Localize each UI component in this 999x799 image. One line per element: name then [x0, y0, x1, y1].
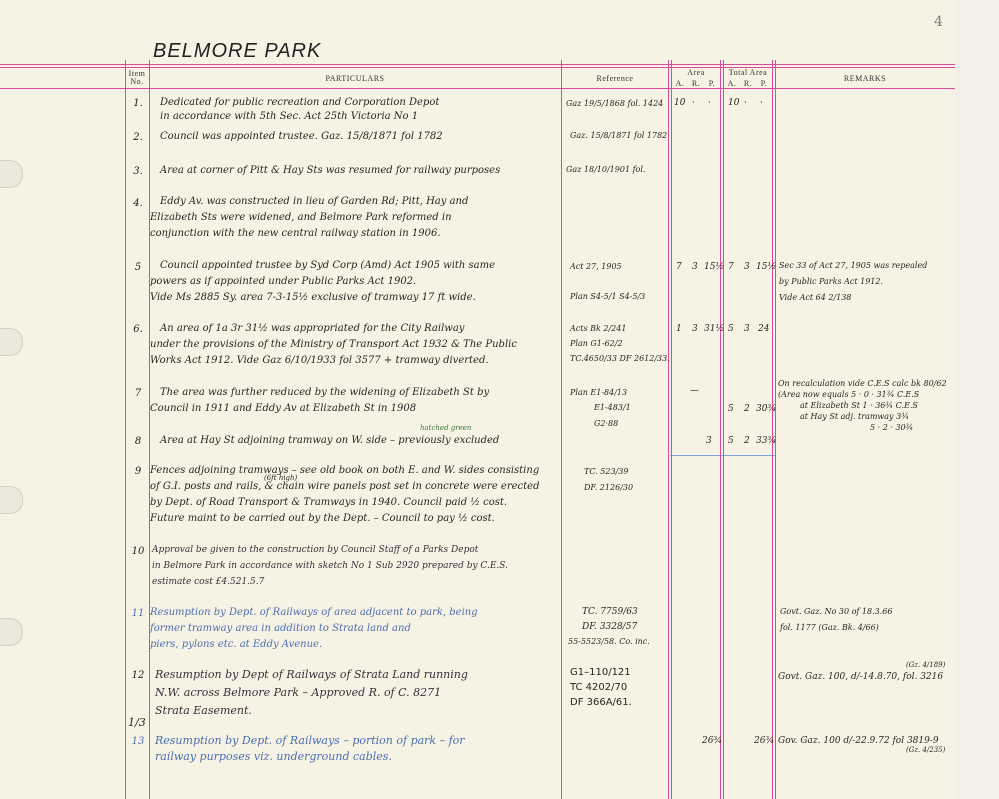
- remarks-line: at Hay St adj. tramway 3¾: [800, 412, 909, 421]
- particulars-line: Dedicated for public recreation and Corporation Depot: [160, 97, 440, 108]
- page-edge: [955, 0, 999, 799]
- total-acres: 5: [728, 404, 734, 414]
- particulars-line: An area of 1a 3r 31½ was appropriated for the City Railway: [160, 323, 465, 334]
- particulars-line: in accordance with 5th Sec. Act 25th Victoria No 1: [160, 111, 419, 122]
- remarks-line: (Gz. 4/189): [906, 661, 946, 669]
- particulars-line: Resumption by Dept of Railways of Strata Land running: [155, 668, 468, 681]
- header-rule-top: [0, 64, 955, 65]
- reference-line: Act 27, 1905: [570, 262, 622, 271]
- reference-line: Plan G1-62/2: [570, 339, 623, 348]
- particulars-line: railway purposes viz. underground cables.: [155, 750, 392, 763]
- header-total-perches: P.: [760, 79, 768, 88]
- reference-line: E1-483/1: [594, 403, 631, 412]
- reference-line: DF 366A/61.: [570, 697, 632, 708]
- remarks-line: Gov. Gaz. 100 d/-22.9.72 fol 3819-9: [778, 736, 939, 746]
- area-acres: —: [690, 386, 699, 396]
- header-perches: P.: [708, 79, 716, 88]
- particulars-line: Eddy Av. was constructed in lieu of Garden Rd; Pitt, Hay and: [160, 196, 469, 207]
- reference-line: TC.4650/33 DF 2612/33.: [570, 354, 670, 363]
- particulars-line: N.W. across Belmore Park – Approved R. of C. 8271: [155, 686, 442, 699]
- column-rule: [668, 60, 669, 799]
- particulars-line: The area was further reduced by the widening of Elizabeth St by: [160, 387, 490, 398]
- annotation-hatched-green: hatched green: [420, 424, 472, 432]
- binder-tab: [0, 328, 23, 356]
- particulars-line: powers as if appointed under Public Parks Act 1902.: [150, 276, 417, 287]
- binder-tab: [0, 618, 23, 646]
- header-acres: A.: [675, 79, 685, 88]
- column-rule: [772, 60, 773, 799]
- particulars-line: of G.I. posts and rails, & chain wire panels post set in concrete were erected: [150, 481, 540, 492]
- particulars-line: Resumption by Dept. of Railways – portion of park – for: [155, 734, 465, 747]
- total-perches: 24: [758, 324, 770, 334]
- item-number: 6.: [133, 324, 143, 335]
- remarks-line: Govt. Gaz. No 30 of 18.3.66: [780, 607, 893, 616]
- item-number: 2.: [133, 132, 143, 143]
- particulars-line: Council in 1911 and Eddy Av at Elizabeth St in 1908: [150, 403, 417, 414]
- area-perches: 3: [706, 436, 712, 446]
- total-roods: 2: [744, 404, 750, 414]
- particulars-line: Council was appointed trustee. Gaz. 15/8/1871 fol 1782: [160, 131, 443, 142]
- header-reference: Reference: [596, 74, 634, 83]
- page-title: BELMORE PARK: [153, 40, 322, 62]
- reference-line: Gaz. 15/8/1871 fol 1782: [570, 131, 668, 140]
- particulars-line: estimate cost £4.521.5.7: [152, 577, 265, 587]
- item-number: 4.: [133, 198, 143, 209]
- particulars-line: Elizabeth Sts were widened, and Belmore Park reformed in: [150, 212, 452, 223]
- area-perches: ·: [708, 98, 711, 108]
- item-number: 11: [131, 608, 145, 619]
- item-number: 12: [131, 670, 145, 681]
- reference-line: G1–110/121: [570, 667, 631, 678]
- area-acres: 1: [676, 324, 682, 334]
- reference-line: Plan S4-5/1 S4-5/3: [570, 292, 646, 301]
- header-area: Area: [687, 68, 705, 77]
- particulars-line: Area at Hay St adjoining tramway on W. side – previously excluded: [160, 435, 500, 446]
- remarks-line: fol. 1177 (Gaz. Bk. 4/66): [780, 623, 879, 632]
- page-number: 4: [934, 14, 943, 30]
- item-number: 3.: [133, 166, 143, 177]
- column-rule: [149, 60, 150, 799]
- binder-tab: [0, 160, 23, 188]
- particulars-line: Council appointed trustee by Syd Corp (Amd) Act 1905 with same: [160, 260, 496, 271]
- particulars-line: Works Act 1912. Vide Gaz 6/10/1933 fol 3577 + tramway diverted.: [150, 355, 489, 366]
- reference-line: Gaz 19/5/1868 fol. 1424: [566, 99, 664, 108]
- remarks-line: 5 · 2 · 30¾: [870, 423, 914, 432]
- area-roods: 3: [692, 262, 698, 272]
- reference-line: TC 4202/70: [570, 682, 628, 693]
- area-perches: 31½: [704, 324, 725, 334]
- particulars-line: Area at corner of Pitt & Hay Sts was resumed for railway purposes: [160, 165, 501, 176]
- area-perches: 26¾: [702, 736, 723, 746]
- item-number: 7: [134, 388, 142, 399]
- remarks-line: Govt. Gaz. 100, d/-14.8.70, fol. 3216: [778, 672, 944, 682]
- particulars-line: Resumption by Dept. of Railways of area adjacent to park, being: [150, 607, 478, 618]
- remarks-line: Sec 33 of Act 27, 1905 was repealed: [779, 261, 928, 270]
- area-acres: 7: [676, 262, 682, 272]
- remarks-line: at Elizabeth St 1 · 36¾ C.E.S: [800, 401, 918, 410]
- total-perches: 15½: [756, 262, 777, 272]
- header-particulars: PARTICULARS: [325, 74, 385, 83]
- total-acres: 5: [728, 436, 734, 446]
- reference-line: 55-5523/58. Co. inc.: [568, 637, 650, 646]
- particulars-line: conjunction with the new central railway station in 1906.: [150, 228, 441, 239]
- reference-line: Acts Bk 2/241: [570, 324, 627, 333]
- total-perches: ·: [760, 98, 763, 108]
- total-perches: 33¾: [756, 436, 777, 446]
- item-number: 13: [131, 736, 145, 747]
- item-number: 5: [134, 262, 142, 273]
- total-acres: 7: [728, 262, 734, 272]
- particulars-line: piers, pylons etc. at Eddy Avenue.: [150, 639, 323, 650]
- header-total-roods: R.: [743, 79, 753, 88]
- header-roods: R.: [691, 79, 701, 88]
- remarks-line: Vide Act 64 2/138: [779, 293, 852, 302]
- header-total-acres: A.: [727, 79, 737, 88]
- binder-tab: [0, 486, 23, 514]
- total-roods: 3: [744, 262, 750, 272]
- item-number: 9: [134, 466, 142, 477]
- particulars-line: Vide Ms 2885 Sy. area 7-3-15½ exclusive of tramway 17 ft wide.: [150, 292, 476, 303]
- item-number: 10: [131, 546, 145, 557]
- remarks-line: (Area now equals 5 · 0 · 31¾ C.E.S: [778, 390, 920, 399]
- reference-line: G2·88: [594, 419, 619, 428]
- particulars-line: by Dept. of Road Transport & Tramways in 1940. Council paid ½ cost.: [150, 497, 508, 508]
- total-acres: 5: [728, 324, 734, 334]
- reference-line: Gaz 18/10/1901 fol.: [566, 165, 646, 174]
- particulars-line: under the provisions of the Ministry of Transport Act 1932 & The Public: [150, 339, 517, 350]
- remarks-line: (Gz. 4/235): [906, 746, 946, 754]
- remarks-line: by Public Parks Act 1912.: [779, 277, 884, 286]
- total-roods: ·: [744, 98, 747, 108]
- area-acres: 10: [674, 98, 686, 108]
- particulars-line: Fences adjoining tramways – see old book on both E. and W. sides consisting: [150, 465, 540, 476]
- annotation-6ft-high: (6ft high): [264, 474, 298, 482]
- total-roods: 3: [744, 324, 750, 334]
- total-perches: 30¾: [756, 404, 777, 414]
- column-rule: [125, 60, 126, 799]
- header-total-area: Total Area: [728, 68, 768, 77]
- header-remarks: REMARKS: [843, 74, 887, 83]
- remarks-line: On recalculation vide C.E.S calc bk 80/62: [778, 379, 947, 388]
- header-item-no: Item No.: [128, 69, 146, 86]
- area-roods: 3: [692, 324, 698, 334]
- total-perches: 26¾: [754, 736, 775, 746]
- column-rule: [775, 60, 776, 799]
- total-roods: 2: [744, 436, 750, 446]
- header-rule-bottom: [0, 88, 955, 89]
- area-perches: 15½: [704, 262, 725, 272]
- reference-line: Plan E1-84/13: [570, 388, 628, 397]
- column-rule: [671, 60, 672, 799]
- particulars-line: Approval be given to the construction by Council Staff of a Parks Depot: [152, 545, 479, 555]
- reference-line: TC. 7759/63: [582, 607, 638, 617]
- reference-line: DF. 2126/30: [584, 483, 634, 492]
- total-acres: 10: [728, 98, 740, 108]
- particulars-line: in Belmore Park in accordance with sketch No 1 Sub 2920 prepared by C.E.S.: [152, 561, 508, 571]
- area-roods: ·: [692, 98, 695, 108]
- particulars-line: Future maint to be carried out by the Dept. – Council to pay ½ cost.: [150, 513, 495, 524]
- column-rule: [723, 60, 724, 799]
- margin-mark: 1/3: [128, 716, 146, 729]
- particulars-line: former tramway area in addition to Strata land and: [150, 623, 411, 634]
- particulars-line: Strata Easement.: [155, 704, 252, 717]
- item-number: 1.: [133, 98, 143, 109]
- reference-line: DF. 3328/57: [582, 622, 638, 632]
- column-rule: [720, 60, 721, 799]
- column-rule: [561, 60, 562, 799]
- item-number: 8: [134, 436, 142, 447]
- header-rule-top-double: [0, 67, 955, 68]
- reference-line: TC. 523/39: [584, 467, 629, 476]
